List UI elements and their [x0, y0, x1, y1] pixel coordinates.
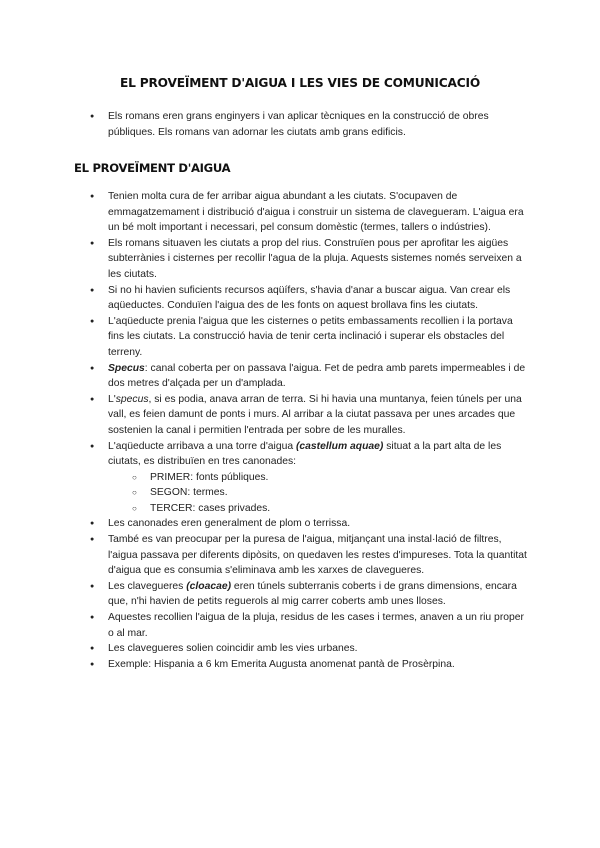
- page-title: EL PROVEÏMENT D'AIGUA I LES VIES DE COMUNICACIÓ: [120, 76, 480, 90]
- list-item: ● Els romans eren grans enginyers i van aplicar tècniques en la construcció de obres públiques. Els romans van adornar les ciutats amb grans edificis.: [90, 109, 530, 140]
- list-item: ● L'aqüeducte prenia l'aigua que les cisternes o petits embassaments recollien i la portava fins les ciutats. La construcció havia de tenir certa inclinació i superar els obstacles del terreny.: [90, 314, 530, 361]
- list-item: [90, 392, 530, 439]
- list-item: [90, 361, 530, 392]
- list-item: [90, 439, 530, 517]
- list-item: ● Si no hi havien suficients recursos aqüífers, s'havia d'anar a buscar aigua. Van crear els aqüeductes. Conduïen l'aigua des de les fonts on aquest brollava fins les ciutats.: [90, 283, 530, 314]
- term-specus-italic: specus: [115, 393, 149, 405]
- list-item: [90, 579, 530, 610]
- list-item-text: situat a la part alta de les ciutats, es distribuïen en tres canonades:: [108, 440, 502, 468]
- list-item: ● Aquestes recollien l'aigua de la pluja, residus de les cases i termes, anaven a un riu proper o al mar.: [90, 610, 530, 641]
- sub-list: [108, 470, 530, 517]
- list-item: ● Els romans situaven les ciutats a prop del rius. Construïen pous per aprofitar les aigües subterrànies i cisternes per recollir l'agua de la pluja. Aquests sistemes només serveixen a les ciutats.: [90, 236, 530, 283]
- term-cloacae: (cloacae): [186, 580, 232, 592]
- intro-list: [90, 109, 530, 140]
- list-item-text: eren túnels subterranis coberts i de grans dimensions, encara que, n'hi havien de petits reguerols al mig carrer coberts amb unes lloses.: [108, 580, 517, 608]
- list-item-text: Les clavegueres: [108, 580, 187, 592]
- list-item-text: L'aqüeducte arribava a una torre d'aigua: [108, 440, 296, 452]
- list-item: ● Tenien molta cura de fer arribar aigua abundant a les ciutats. S'ocupaven de emmagatzemament i distribució d'aigua i construir un sistema de clavegueram. L'aigua era un bé molt important i necessari, pel consum domèstic (termes, tallers o indústries).: [90, 189, 530, 236]
- term-castellum-aquae: (castellum aquae): [295, 440, 384, 452]
- list-item-text: : canal coberta per on passava l'aigua. Fet de pedra amb parets impermeables i de dos metres d'alçada per un d'amplada.: [108, 362, 526, 390]
- bullet-list: [90, 189, 530, 672]
- term-specus: Specus: [108, 362, 145, 374]
- sub-list-item: ○ TERCER: cases privades.: [108, 501, 530, 517]
- sub-list-item: ○ SEGON: termes.: [108, 485, 530, 501]
- list-item: ● Les canonades eren generalment de plom o terrissa.: [90, 516, 530, 532]
- list-item-text: , si es podia, anava arran de terra. Si hi havia una muntanya, feien túnels per una vall, es feien damunt de ponts i murs. Al arribar a la ciutat passava per unes arcades que sostenien la canal i permitien l'entrada per sobre de les muralles.: [108, 393, 522, 436]
- list-item: ● Les clavegueres solien coincidir amb les vies urbanes.: [90, 641, 530, 657]
- list-item: ● Exemple: Hispania a 6 km Emerita Augusta anomenat pantà de Prosèrpina.: [90, 657, 530, 673]
- section-title: EL PROVEÏMENT D'AIGUA: [74, 161, 231, 175]
- sub-list-item: ○ PRIMER: fonts públiques.: [108, 470, 530, 486]
- list-item: ● També es van preocupar per la puresa de l'aigua, mitjançant una instal·lació de filtres, l'aigua passava per diferents dipòsits, on quedaven les restes d'impureses. Tota la quantitat d'aigua que es consumia s'eliminava amb les xarxes de clavegueres.: [90, 532, 530, 579]
- list-item-text: L': [108, 393, 116, 405]
